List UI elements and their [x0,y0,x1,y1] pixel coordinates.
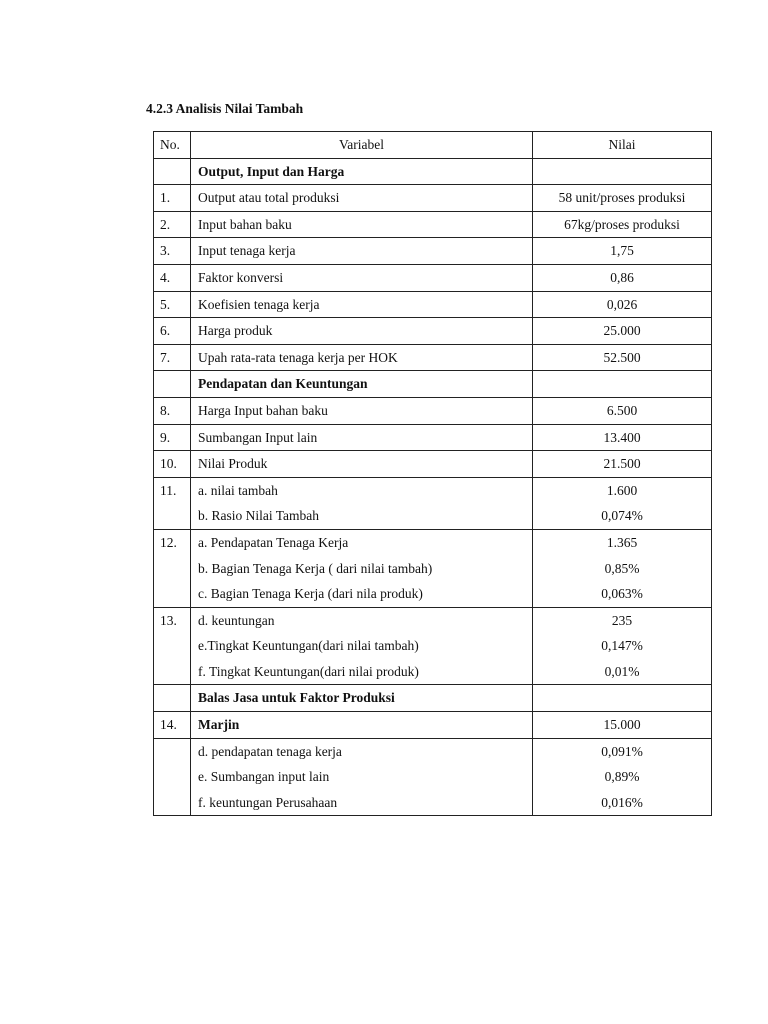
section-heading: 4.2.3 Analisis Nilai Tambah [146,101,304,116]
table-row [154,607,712,685]
variabel-cell [191,397,533,424]
nilai-text: 0,091% [601,743,643,759]
variabel-text: Nilai Produk [198,456,268,472]
row-number-cell [154,712,191,739]
row-number-cell [154,738,191,816]
row-number-cell [154,529,191,607]
value-added-table [153,131,712,816]
nilai-cell [533,344,712,371]
table-row [154,424,712,451]
variabel-text: b. Rasio Nilai Tambah [198,508,320,524]
variabel-text: d. pendapatan tenaga kerja [198,743,342,759]
table-row [154,529,712,607]
row-number: 8. [160,402,171,418]
nilai-text: 0,147% [601,638,643,654]
row-number-cell [154,397,191,424]
variabel-text: Harga Input bahan baku [198,402,328,418]
nilai-text: 0,016% [601,794,643,810]
table-row [154,477,712,529]
variabel-cell [191,685,533,712]
table-row [154,211,712,238]
variabel-text: Output atau total produksi [198,190,340,206]
variabel-cell [191,529,533,607]
variabel-text: a. nilai tambah [198,482,278,498]
row-number: 12. [160,534,177,550]
row-number: 9. [160,429,171,445]
variabel-text: Upah rata-rata tenaga kerja per HOK [198,349,398,365]
nilai-cell [533,477,712,529]
table-row [154,238,712,265]
variabel-cell [191,264,533,291]
variabel-text: c. Bagian Tenaga Kerja (dari nila produk) [198,586,423,602]
section-row [154,158,712,185]
row-number-cell [154,424,191,451]
nilai-text: 0,89% [604,769,640,785]
nilai-text: 52.500 [603,349,641,365]
row-number-cell [154,477,191,529]
variabel-text: f. keuntungan Perusahaan [198,794,338,810]
nilai-cell [533,685,712,712]
variabel-text: Faktor konversi [198,269,284,285]
variabel-cell [191,712,533,739]
nilai-cell [533,158,712,185]
row-number-cell [154,607,191,685]
table-row [154,318,712,345]
section-row [154,685,712,712]
variabel-cell [191,185,533,212]
variabel-text: d. keuntungan [198,612,275,628]
variabel-cell [191,738,533,816]
variabel-text: b. Bagian Tenaga Kerja ( dari nilai tambah) [198,560,433,576]
row-number-cell [154,238,191,265]
row-number: 5. [160,296,171,312]
nilai-cell [533,738,712,816]
nilai-text: 25.000 [603,323,641,339]
nilai-cell [533,424,712,451]
nilai-text: 1,75 [610,243,634,259]
nilai-text: 235 [611,612,633,628]
row-number-cell [154,371,191,398]
table-row [154,291,712,318]
header-nilai: Nilai [533,132,712,159]
row-number [154,371,190,397]
row-number: 6. [160,323,171,339]
row-number-cell [154,158,191,185]
variabel-text: Koefisien tenaga kerja [198,296,320,312]
variabel-cell [191,238,533,265]
variabel-cell [191,344,533,371]
variabel-cell [191,607,533,685]
variabel-cell [191,318,533,345]
table-row [154,451,712,478]
variabel-text: f. Tingkat Keuntungan(dari nilai produk) [198,663,419,679]
row-number-cell [154,291,191,318]
nilai-cell [533,371,712,398]
nilai-text: 67kg/proses produksi [564,216,680,232]
header-no: No. [154,132,191,159]
row-number-cell [154,685,191,712]
nilai-cell [533,238,712,265]
row-number: 3. [160,243,171,259]
row-number: 7. [160,349,171,365]
table-row [154,738,712,816]
row-number: 4. [160,269,171,285]
row-number: 11. [160,482,177,498]
nilai-cell [533,451,712,478]
section-title: Balas Jasa untuk Faktor Produksi [198,690,395,706]
nilai-text: 15.000 [603,717,641,733]
variabel-cell [191,158,533,185]
nilai-text: 58 unit/proses produksi [558,190,686,206]
variabel-text: e. Sumbangan input lain [198,769,330,785]
section-title: Output, Input dan Harga [198,163,345,179]
nilai-text: 0,074% [601,508,643,524]
row-number-cell [154,451,191,478]
nilai-cell [533,185,712,212]
nilai-text: 21.500 [603,456,641,472]
variabel-cell [191,371,533,398]
row-number: 1. [160,190,171,206]
table-row [154,185,712,212]
nilai-text: 0,01% [604,663,640,679]
variabel-text: Input tenaga kerja [198,243,296,259]
variabel-text: Sumbangan Input lain [198,429,318,445]
nilai-text: 1.600 [606,482,638,498]
variabel-cell [191,211,533,238]
nilai-text: 0,85% [604,560,640,576]
nilai-cell [533,397,712,424]
section-row [154,371,712,398]
row-number [154,159,190,185]
nilai-cell [533,318,712,345]
nilai-text: 13.400 [603,429,641,445]
nilai-cell [533,291,712,318]
nilai-cell [533,607,712,685]
nilai-text [533,371,711,397]
nilai-cell [533,712,712,739]
nilai-cell [533,529,712,607]
row-number-cell [154,318,191,345]
header-variabel: Variabel [191,132,533,159]
nilai-cell [533,264,712,291]
row-number-cell [154,211,191,238]
table-row [154,712,712,739]
variabel-text: a. Pendapatan Tenaga Kerja [198,534,349,550]
table-row [154,264,712,291]
table-row [154,397,712,424]
variabel-text: e.Tingkat Keuntungan(dari nilai tambah) [198,638,419,654]
variabel-cell [191,424,533,451]
row-number-cell [154,264,191,291]
table-header-row [154,132,712,159]
variabel-cell [191,477,533,529]
nilai-text: 0,026 [606,296,638,312]
row-number: 13. [160,612,177,628]
nilai-text: 0,063% [601,586,643,602]
nilai-text: 1.365 [606,534,638,550]
variabel-cell [191,451,533,478]
nilai-cell [533,211,712,238]
nilai-text: 0,86 [610,269,634,285]
row-number: 14. [160,717,177,733]
variabel-cell [191,291,533,318]
variabel-text: Harga produk [198,323,273,339]
row-number [154,685,190,711]
variabel-text: Input bahan baku [198,216,292,232]
table-body [154,158,712,816]
row-number [154,739,190,765]
variabel-text: Marjin [198,717,240,733]
row-number-cell [154,344,191,371]
nilai-text [533,159,711,185]
section-title: Pendapatan dan Keuntungan [198,376,368,392]
nilai-text [533,685,711,711]
row-number: 2. [160,216,171,232]
table-row [154,344,712,371]
row-number: 10. [160,456,177,472]
nilai-text: 6.500 [606,402,638,418]
row-number-cell [154,185,191,212]
